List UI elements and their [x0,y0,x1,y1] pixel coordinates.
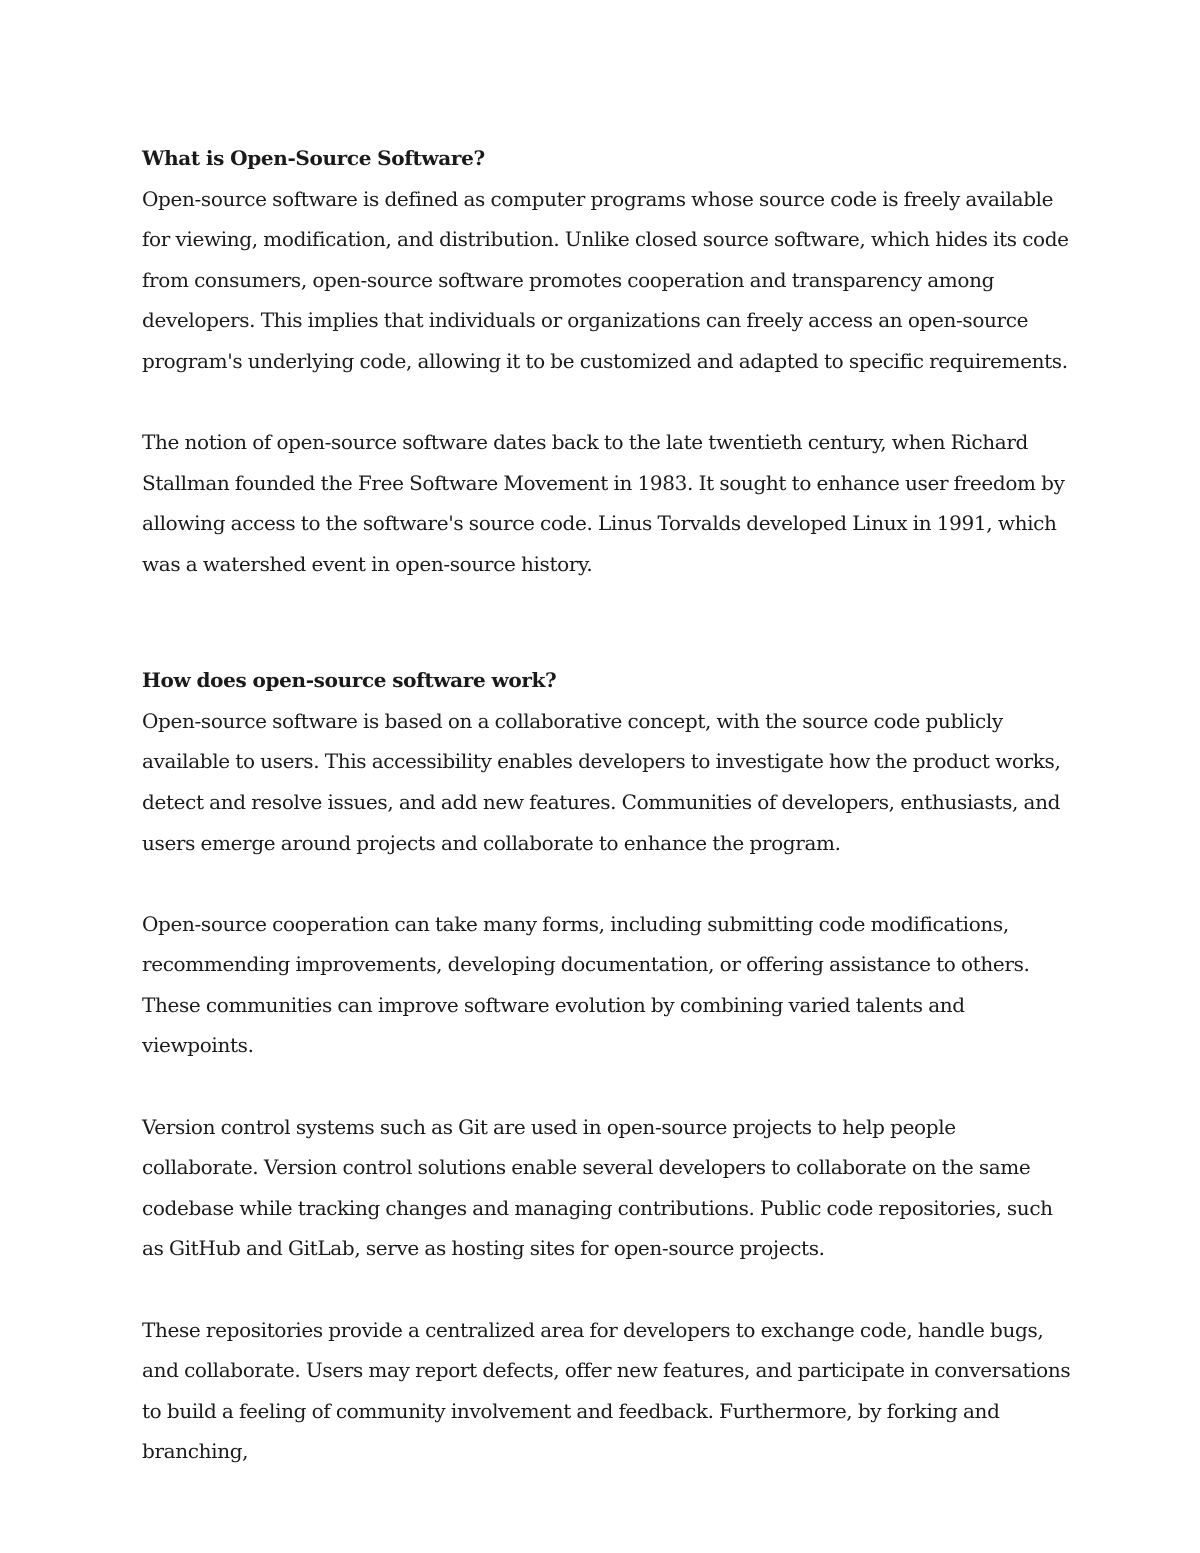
paragraph-collaborative-concept: Open-source software is based on a collaborative concept, with the source code publicly available to users. This accessibility enables developers to investigate how the product works, detect and resolve issues, and add new features. Communities of developers, enthusiasts, and users emerge around projects and collaborate to enhance the program. [142,708,1061,855]
paragraph-repositories: These repositories provide a centralized area for developers to exchange code, handle bugs, and collaborate. Users may report defects, offer new features, and participate in conversations to build a feeling of community involvement and feedback. Furthermore, by forking and branching, [142,1317,1071,1464]
paragraph-definition: Open-source software is defined as computer programs whose source code is freely available for viewing, modification, and distribution. Unlike closed source software, which hides its code from consumers, open-source software promotes cooperation and transparency among developers. This implies that individuals or organizations can freely access an open-source program's underlying code, allowing it to be customized and adapted to specific requirements. [142,186,1069,373]
paragraph-version-control: Version control systems such as Git are used in open-source projects to help people collaborate. Version control solutions enable several developers to collaborate on the same codebase while tracking changes and managing contributions. Public code repositories, such as GitHub and GitLab, serve as hosting sites for open-source projects. [142,1114,1053,1261]
section-spacer [142,625,1072,660]
document-body [142,138,1072,1513]
paragraph-cooperation-forms: Open-source cooperation can take many forms, including submitting code modifications, recommending improvements, developing documentation, or offering assistance to others. These communities can improve software evolution by combining varied talents and viewpoints. [142,911,1030,1058]
paragraph-history: The notion of open-source software dates back to the late twentieth century, when Richard Stallman founded the Free Software Movement in 1983. It sought to enhance user freedom by allowing access to the software's source code. Linus Torvalds developed Linux in 1991, which was a watershed event in open-source history. [142,430,1065,576]
section-heading-what-is-oss: What is Open-Source Software? [142,146,485,170]
section-heading-how-oss-works: How does open-source software work? [142,668,557,693]
